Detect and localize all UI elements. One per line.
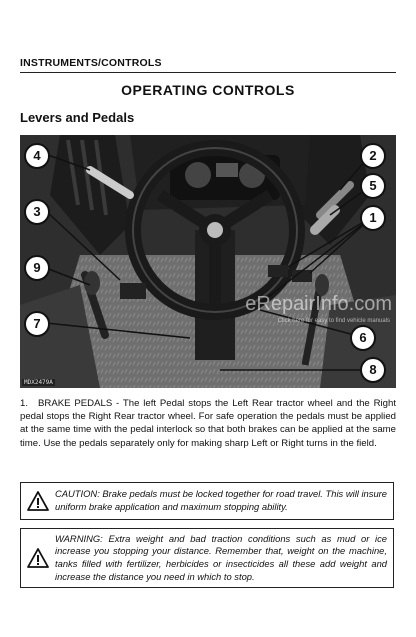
callout-8: 8 bbox=[360, 357, 386, 383]
callout-9: 9 bbox=[24, 255, 50, 281]
watermark: eRepairInfo.com bbox=[245, 293, 392, 315]
item-text: BRAKE PEDALS - The left Pedal stops the Left Rear tractor wheel and the Right pedal stops the Right Rear tractor wheel. For safe operation the pedals must be applied at the same time with the pedal interlock so that both brakes can be applied at the same time. Use the pedals separately only for making sharp Left or Right turns in the field. bbox=[20, 398, 396, 449]
photo-illustration bbox=[20, 135, 396, 388]
warning-text bbox=[55, 531, 393, 585]
warning-label: WARNING: bbox=[55, 532, 103, 544]
callout-5: 5 bbox=[360, 173, 386, 199]
brake-pedals-paragraph bbox=[20, 397, 396, 450]
callout-3: 3 bbox=[24, 199, 50, 225]
callout-1: 1 bbox=[360, 205, 386, 231]
page-title: OPERATING CONTROLS bbox=[121, 82, 295, 98]
figure-code: MDX2479A bbox=[24, 379, 53, 386]
operator-station-photo bbox=[20, 135, 396, 388]
section-header: INSTRUMENTS/CONTROLS bbox=[20, 57, 162, 69]
warning-body: Extra weight and bad traction conditions such as mud or ice increase you stopping your distance. Remember that, weight on the machine, tanks filled with fertilizer, herbicides or insecticides all these add weight and increase the distance you need in which to stop. bbox=[55, 532, 388, 582]
sub-title: Levers and Pedals bbox=[20, 110, 135, 125]
warning-triangle-icon bbox=[21, 548, 55, 568]
callout-2: 2 bbox=[360, 143, 386, 169]
caution-label: CAUTION: bbox=[55, 488, 100, 500]
callout-7: 7 bbox=[24, 311, 50, 337]
warning-triangle-icon bbox=[21, 491, 55, 511]
header-rule bbox=[20, 72, 396, 73]
caution-box bbox=[20, 482, 394, 520]
watermark-tagline: Click here for easy to find vehicle manuals bbox=[277, 318, 390, 324]
item-number: 1. bbox=[20, 398, 29, 409]
callout-6: 6 bbox=[350, 325, 376, 351]
callout-4: 4 bbox=[24, 143, 50, 169]
caution-body: Brake pedals must be locked together for road travel. This will insure uniform brake application and maximum stopping ability. bbox=[55, 488, 388, 512]
warning-box bbox=[20, 528, 394, 588]
caution-text bbox=[55, 486, 393, 515]
